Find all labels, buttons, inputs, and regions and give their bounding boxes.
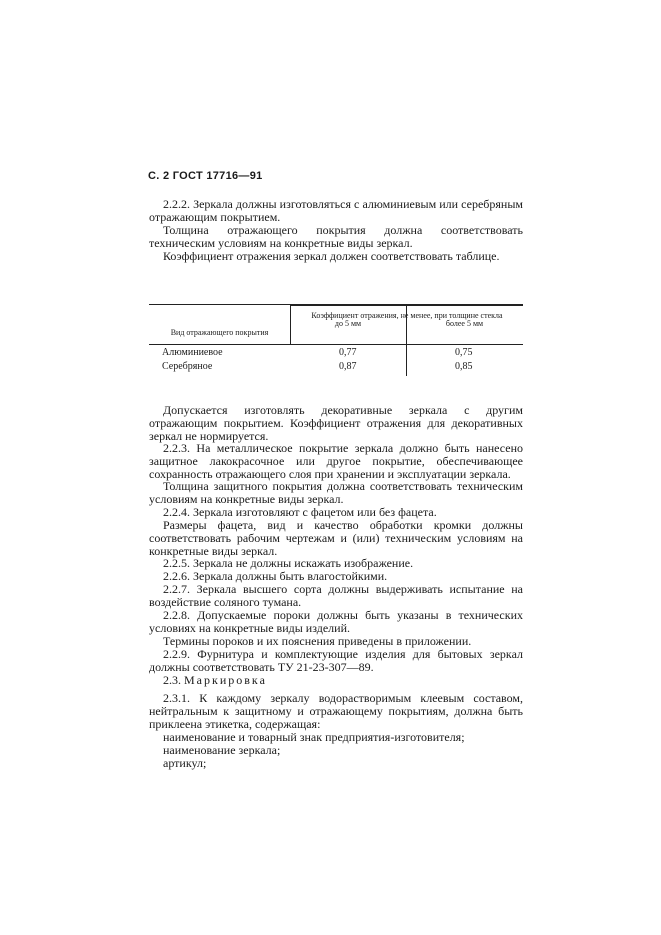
paragraph-2-3-1: 2.3.1. К каждому зеркалу водорастворимым клеевым составом, нейтральным к защитному и отражающему покрытиям, должна быть приклеена этикетка, содержащая: xyxy=(149,691,523,731)
paragraph-coating-thickness: Толщина отражающего покрытия должна соответствовать техническим условиям на конкретные виды зеркал. xyxy=(149,223,523,250)
list-item: наименование и товарный знак предприятия-изготовителя; xyxy=(163,730,465,744)
paragraph-2-2-2: 2.2.2. Зеркала должны изготовляться с алюминиевым или серебряным отражающим покрытием. xyxy=(149,197,523,224)
paragraph-facet: Размеры фацета, вид и качество обработки кромки должны соответствовать рабочим чертежам и (или) техническим условиям на конкретные виды зеркал. xyxy=(149,518,523,558)
list-item: наименование зеркала; xyxy=(163,743,281,757)
paragraph-2-2-6: 2.2.6. Зеркала должны быть влагостойкими. xyxy=(163,569,388,583)
table-body-divider xyxy=(406,344,407,376)
table-header-coating-type: Вид отражающего покрытия xyxy=(170,328,269,337)
page-header: С. 2 ГОСТ 17716—91 xyxy=(148,170,263,182)
table-subheader-over-5mm: более 5 мм xyxy=(445,319,484,328)
paragraph-2-2-7: 2.2.7. Зеркала высшего сорта должны выдерживать испытание на воздействие соляного тумана. xyxy=(149,582,523,609)
table-row-name: Серебряное xyxy=(162,361,213,372)
table-row-value: 0,75 xyxy=(455,347,473,358)
table-header-coefficient: Коэффициент отражения, не менее, при толщине стекла xyxy=(311,311,503,320)
section-2-3-heading xyxy=(163,674,267,687)
paragraph-protective-thickness: Толщина защитного покрытия должна соответствовать техническим условиям на конкретные виды зеркал. xyxy=(149,479,523,506)
table-row-name: Алюминиевое xyxy=(162,347,223,358)
paragraph-2-2-3: 2.2.3. На металлическое покрытие зеркала должно быть нанесено защитное лакокрасочное или другое покрытие, обеспечивающее сохранность отражающего слоя при хранении и эксплуатации зеркала. xyxy=(149,441,523,481)
table-row-value: 0,87 xyxy=(339,361,357,372)
table-subheader-up-to-5mm-label: до 5 мм xyxy=(334,319,362,328)
paragraph-terms: Термины пороков и их пояснения приведены в приложении. xyxy=(163,634,472,648)
paragraph-2-2-5: 2.2.5. Зеркала не должны искажать изображение. xyxy=(163,556,414,570)
paragraph-decorative: Допускается изготовлять декоративные зеркала с другим отражающим покрытием. Коэффициент отражения для декоративных зеркал не нормируется. xyxy=(149,403,523,443)
section-title: Маркировка xyxy=(184,673,267,687)
paragraph-2-2-4: 2.2.4. Зеркала изготовляют с фацетом или без фацета. xyxy=(163,505,437,519)
table-header-rule xyxy=(149,344,523,345)
table-row-value: 0,77 xyxy=(339,347,357,358)
paragraph-reflection-coefficient: Коэффициент отражения зеркал должен соответствовать таблице. xyxy=(163,249,500,263)
paragraph-2-2-9: 2.2.9. Фурнитура и комплектующие изделия для бытовых зеркал должны соответствовать ТУ 21-23-307—89. xyxy=(149,647,523,674)
paragraph-2-2-8: 2.2.8. Допускаемые пороки должны быть указаны в технических условиях на конкретные виды изделий. xyxy=(149,608,523,635)
table-row-value: 0,85 xyxy=(455,361,473,372)
section-number: 2.3. xyxy=(163,673,181,687)
list-item: артикул; xyxy=(163,756,207,770)
